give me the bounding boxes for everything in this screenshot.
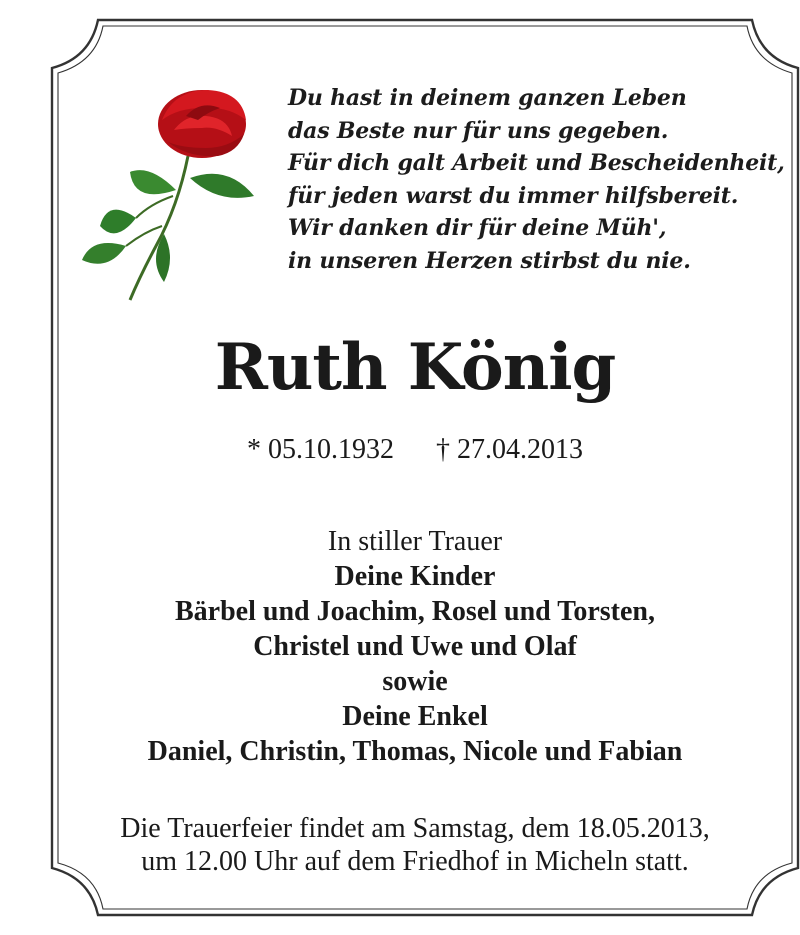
poem-line: Du hast in deinem ganzen Leben [288, 85, 687, 111]
funeral-line: um 12.00 Uhr auf dem Friedhof in Micheln statt. [141, 846, 689, 877]
poem-line: das Beste nur für uns gegeben. [288, 117, 669, 144]
memorial-poem [288, 82, 788, 277]
poem-line: für jeden warst du immer hilfsbereit. [288, 182, 739, 209]
deceased-name: Ruth König [214, 330, 616, 405]
death-date: † 27.04.2013 [436, 434, 583, 465]
poem-line: Wir danken dir für deine Müh', [288, 215, 667, 241]
funeral-notice [0, 812, 800, 878]
connector-text: sowie [382, 666, 448, 697]
funeral-line: Die Trauerfeier findet am Samstag, dem 18.05.2013, [120, 813, 710, 844]
birth-date: * 05.10.1932 [247, 434, 394, 465]
grandchildren-heading: Deine Enkel [342, 701, 488, 732]
life-dates [0, 434, 800, 466]
poem-line: Für dich galt Arbeit und Bescheidenheit, [288, 150, 785, 176]
mourning-intro: In stiller Trauer [327, 526, 503, 557]
poem-line: in unseren Herzen stirbst du nie. [288, 247, 691, 274]
children-heading: Deine Kinder [334, 561, 496, 592]
children-names: Bärbel und Joachim, Rosel und Torsten, [175, 596, 655, 627]
red-rose-icon [78, 86, 268, 306]
mourners-block [0, 524, 800, 769]
grandchildren-names: Daniel, Christin, Thomas, Nicole und Fabian [147, 736, 683, 767]
children-names: Christel und Uwe und Olaf [253, 631, 577, 662]
